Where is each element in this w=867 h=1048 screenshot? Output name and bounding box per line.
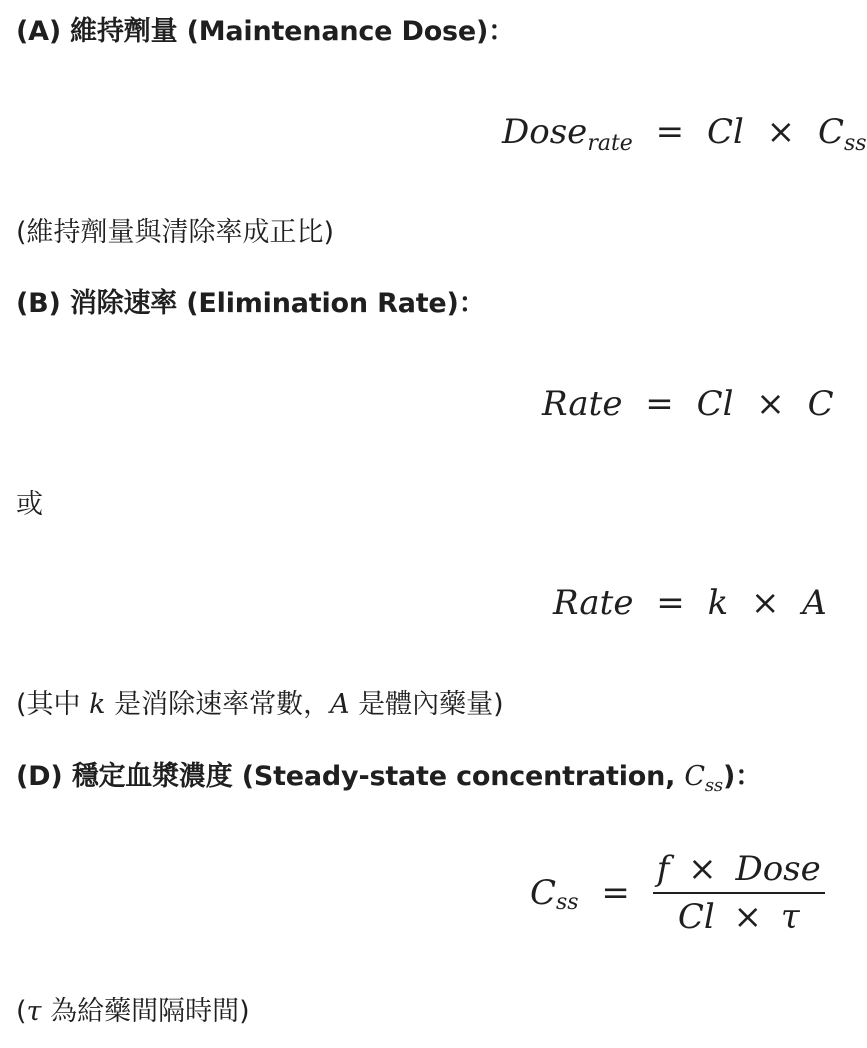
den-tau: τ — [780, 897, 800, 937]
eq-fraction — [653, 846, 825, 940]
elimination-rate-equation-2 — [553, 581, 827, 625]
eq-term-c: C — [530, 873, 557, 913]
note-var-tau: τ — [26, 996, 42, 1027]
note-var-k: k — [89, 689, 106, 720]
eq-term-dose: Dose — [502, 112, 588, 152]
section-d-heading — [16, 760, 762, 794]
or-text: 或 — [16, 489, 43, 520]
eq-equals: = — [601, 873, 630, 913]
eq-term-c: C — [807, 384, 834, 424]
num-f: f — [656, 849, 670, 889]
eq-times: × — [756, 384, 785, 424]
fraction-numerator — [653, 846, 825, 892]
eq-subscript-rate: rate — [587, 131, 633, 156]
section-b-note — [16, 688, 504, 722]
eq-term-rate: Rate — [553, 583, 634, 623]
eq-term-rate: Rate — [542, 384, 623, 424]
heading-end: )： — [722, 761, 762, 792]
maintenance-dose-equation — [502, 110, 867, 154]
section-d-note — [16, 995, 250, 1029]
section-b-heading: (B) 消除速率 (Elimination Rate)： — [16, 288, 486, 319]
eq-term-cl: Cl — [696, 384, 734, 424]
eq-subscript-ss: ss — [556, 890, 579, 915]
section-a-heading: (A) 維持劑量 (Maintenance Dose)： — [16, 16, 515, 47]
heading-subscript-ss: ss — [704, 775, 723, 796]
eq-times: × — [766, 112, 796, 152]
elimination-rate-equation-1 — [542, 382, 834, 426]
eq-subscript-ss: ss — [843, 131, 867, 156]
note-text-1: ( — [16, 996, 27, 1027]
eq-equals: = — [655, 112, 685, 152]
note-text-1: (其中 — [16, 689, 90, 720]
heading-text: (D) 穩定血漿濃度 (Steady-state concentration, — [16, 761, 685, 792]
eq-equals: = — [656, 583, 685, 623]
heading-var-c: C — [684, 761, 705, 792]
eq-term-a: A — [802, 583, 827, 623]
eq-term-k: k — [707, 583, 729, 623]
den-cl: Cl — [677, 897, 715, 937]
section-a-note: (維持劑量與清除率成正比) — [16, 217, 335, 248]
note-text-2: 為給藥間隔時間) — [41, 996, 250, 1027]
note-var-a: A — [330, 689, 350, 720]
steady-state-equation — [530, 846, 825, 940]
note-text-3: 是體內藥量) — [349, 689, 504, 720]
num-dose: Dose — [735, 849, 821, 889]
fraction-denominator — [653, 894, 825, 940]
eq-times: × — [750, 583, 780, 623]
num-times: × — [688, 849, 717, 889]
eq-term-cl: Cl — [706, 112, 744, 152]
eq-term-c: C — [817, 112, 844, 152]
den-times: × — [733, 897, 763, 937]
note-text-2: 是消除速率常數， — [105, 689, 331, 720]
eq-equals: = — [645, 384, 674, 424]
